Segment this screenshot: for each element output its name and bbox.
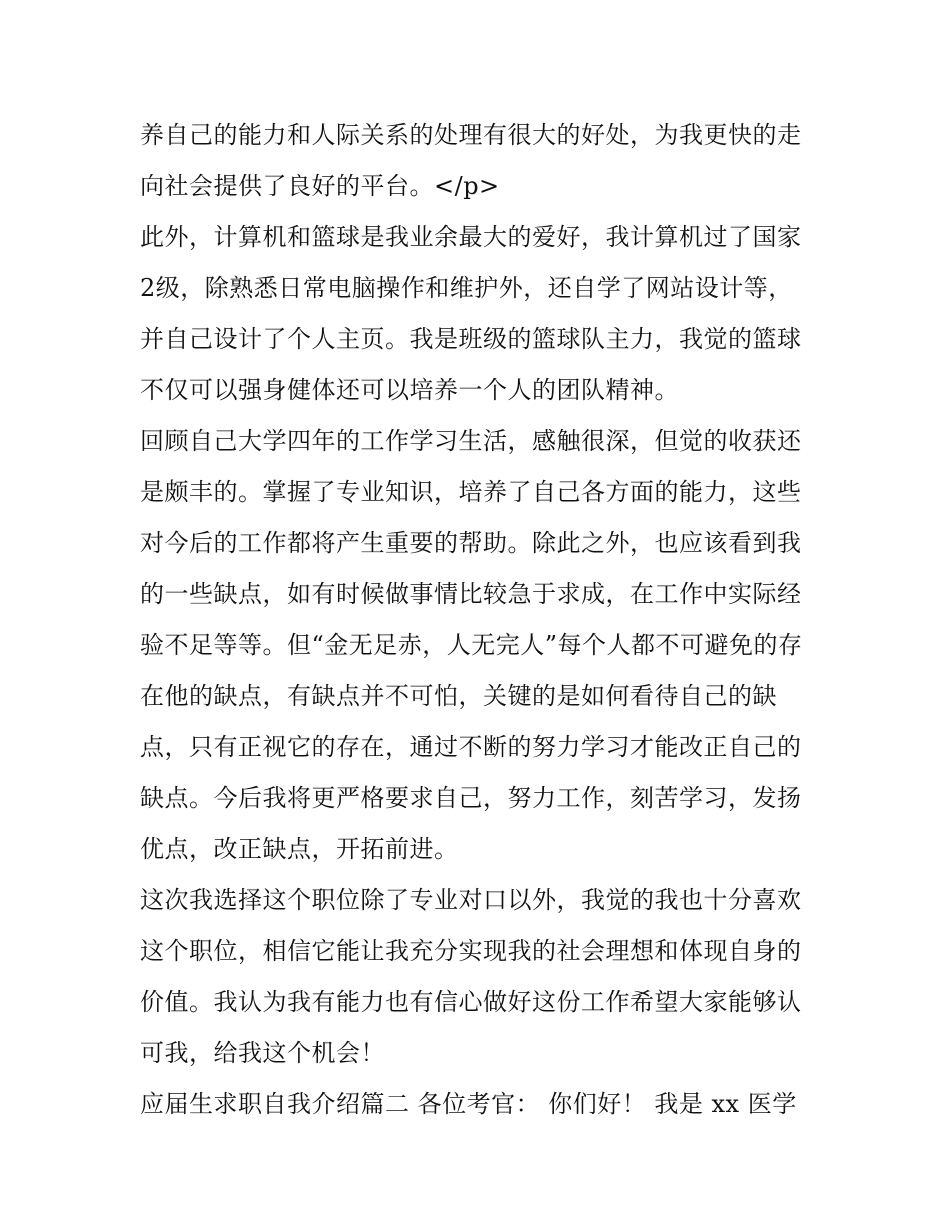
text-line: 验不足等等。但“金无足赤，人无完人”每个人都不可避免的存: [140, 631, 803, 659]
text-line: 对今后的工作都将产生重要的帮助。除此之外，也应该看到我: [140, 529, 802, 557]
text-line: 回顾自己大学四年的工作学习生活，感触很深，但觉的收获还: [140, 427, 802, 455]
text-line: 价值。我认为我有能力也有信心做好这份工作希望大家能够认: [140, 988, 802, 1016]
text-line: 这个职位，相信它能让我充分实现我的社会理想和体现自身的: [140, 937, 802, 965]
text-line: 应届生求职自我介绍篇二 各位考官： 你们好！ 我是 xx 医学: [140, 1090, 797, 1118]
text-line: 缺点。今后我将更严格要求自己，努力工作，刻苦学习，发扬: [140, 784, 802, 812]
text-line: 在他的缺点，有缺点并不可怕，关键的是如何看待自己的缺: [140, 682, 777, 710]
text-line: 的一些缺点，如有时候做事情比较急于求成，在工作中实际经: [140, 580, 802, 608]
text-line: 向社会提供了良好的平台。</p>: [140, 172, 500, 200]
text-line: 点，只有正视它的存在，通过不断的努力学习才能改正自己的: [140, 733, 802, 761]
document-body: [140, 110, 820, 1130]
text-line: 养自己的能力和人际关系的处理有很大的好处，为我更快的走: [140, 121, 802, 149]
text-line: 是颇丰的。掌握了专业知识，培养了自己各方面的能力，这些: [140, 478, 802, 506]
text-line: 这次我选择这个职位除了专业对口以外，我觉的我也十分喜欢: [140, 886, 802, 914]
text-line: 可我，给我这个机会！: [140, 1039, 385, 1067]
text-line: 优点，改正缺点，开拓前进。: [140, 835, 459, 863]
text-line: 此外，计算机和篮球是我业余最大的爱好，我计算机过了国家: [140, 223, 802, 251]
text-line: 2级，除熟悉日常电脑操作和维护外，还自学了网站设计等，: [140, 274, 793, 302]
text-line: 不仅可以强身健体还可以培养一个人的团队精神。: [140, 376, 679, 404]
text-line: 并自己设计了个人主页。我是班级的篮球队主力，我觉的篮球: [140, 325, 802, 353]
